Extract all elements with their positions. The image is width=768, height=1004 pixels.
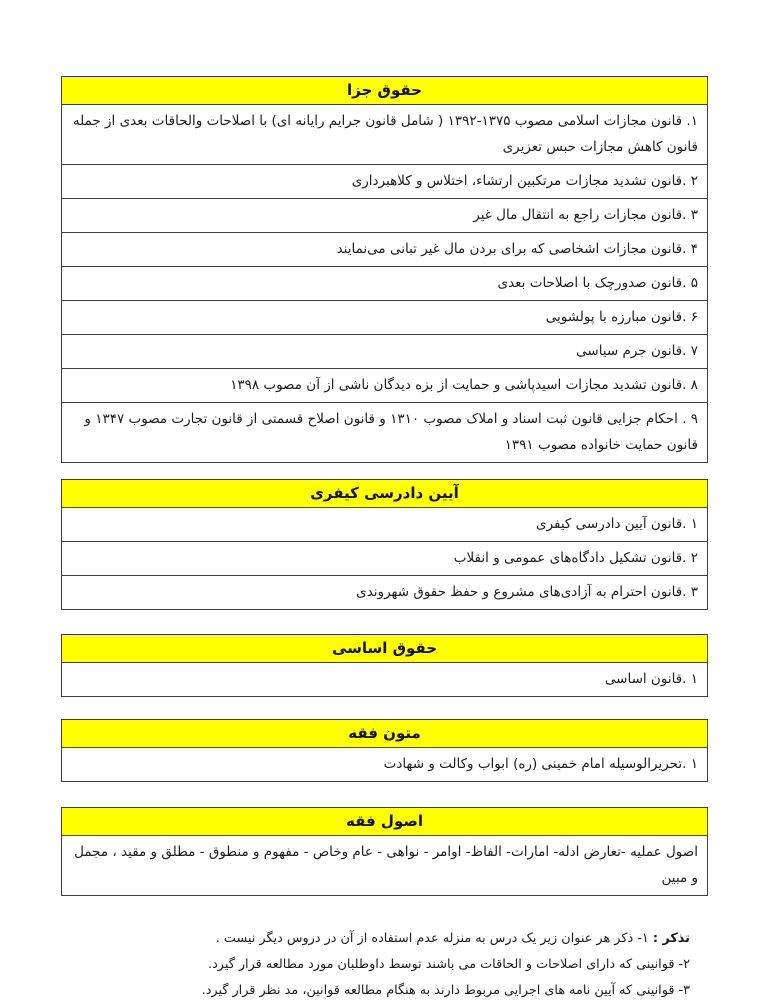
table-row <box>62 165 708 199</box>
section-table-fiqh-texts <box>61 719 708 782</box>
section-header-criminal-procedure: آیین دادرسی کیفری <box>62 480 708 508</box>
law-item: ۹ . احکام جزایی قانون ثبت اسناد و املاک مصوب ۱۳۱۰ و قانون اصلاح قسمتی از قانون تجارت مصوب ۱۳۴۷ و قانون حمایت خانواده مصوب ۱۳۹۱ <box>62 403 708 463</box>
table-row <box>62 301 708 335</box>
table-row <box>62 663 708 697</box>
table-row <box>62 403 708 463</box>
law-item: ۳ .قانون مجازات راجع به انتقال مال غیر <box>62 199 708 233</box>
table-row <box>62 105 708 165</box>
section-table-criminal-law <box>61 76 708 463</box>
note-line-2: ۲- قوانینی که دارای اصلاحات و الحاقات می باشند توسط داوطلبان مورد مطالعه قرار گیرد. <box>208 957 690 972</box>
notes-block <box>61 926 692 1004</box>
section-header-fiqh-principles: اصول فقه <box>62 808 708 836</box>
law-item: ۸ .قانون تشدید مجازات اسیدپاشی و حمایت از بزه دیدگان ناشی از آن مصوب ۱۳۹۸ <box>62 369 708 403</box>
law-item: ۲ .قانون تشکیل دادگاه‌های عمومی و انقلاب <box>62 542 708 576</box>
law-item: ۱ .قانون اساسی <box>62 663 708 697</box>
law-item: ۴ .قانون مجازات اشخاصی که برای بردن مال غیر تبانی می‌نمایند <box>62 233 708 267</box>
table-row <box>62 748 708 782</box>
table-row <box>62 542 708 576</box>
table-row <box>62 369 708 403</box>
law-item: ۱. قانون مجازات اسلامی مصوب ۱۳۷۵-۱۳۹۲ ( شامل قانون جرایم رایانه ای) با اصلاحات والحاقات بعدی از جمله قانون کاهش مجازات حبس تعزیری <box>62 105 708 165</box>
section-table-constitutional-law <box>61 634 708 697</box>
table-row <box>62 233 708 267</box>
table-row <box>62 836 708 896</box>
law-item: ۷ .قانون جرم سیاسی <box>62 335 708 369</box>
law-item: ۳ .قانون احترام به آزادی‌های مشروع و حفظ حقوق شهروندی <box>62 576 708 610</box>
table-row <box>62 199 708 233</box>
law-item: ۶ .قانون مبارزه با پولشویی <box>62 301 708 335</box>
section-table-fiqh-principles <box>61 807 708 896</box>
law-item: ۵ .قانون صدورچک با اصلاحات بعدی <box>62 267 708 301</box>
section-header-fiqh-texts: متون فقه <box>62 720 708 748</box>
section-header-criminal-law: حقوق جزا <box>62 77 708 105</box>
document-page <box>61 76 708 1004</box>
table-row <box>62 267 708 301</box>
law-item: ۲ .قانون تشدید مجازات مرتکبین ارتشاء، اختلاس و کلاهبرداری <box>62 165 708 199</box>
section-table-criminal-procedure <box>61 479 708 610</box>
section-header-constitutional-law: حقوق اساسی <box>62 635 708 663</box>
law-item: ۱ .تحریرالوسیله امام خمینی (ره) ابواب وکالت و شهادت <box>62 748 708 782</box>
note-text: ۱- ذکر هر عنوان زیر یک درس به منزله عدم استفاده از آن در دروس دیگر نیست . <box>215 931 649 946</box>
table-row <box>62 576 708 610</box>
note-line-1 <box>61 926 690 952</box>
law-item: اصول عملیه -تعارض ادله- امارات- الفاظ- اوامر - نواهی - عام وخاص - مفهوم و منطوق - مطلق و مقید ، مجمل و مبین <box>62 836 708 896</box>
note-label: تذکر : <box>652 931 690 946</box>
note-line-3: ۳- قوانینی که آیین نامه های اجرایی مربوط دارند به هنگام مطالعه قوانین، مد نظر قرار گیرد. <box>201 983 690 998</box>
table-row <box>62 335 708 369</box>
table-row <box>62 508 708 542</box>
law-item: ۱ .قانون آیین دادرسی کیفری <box>62 508 708 542</box>
